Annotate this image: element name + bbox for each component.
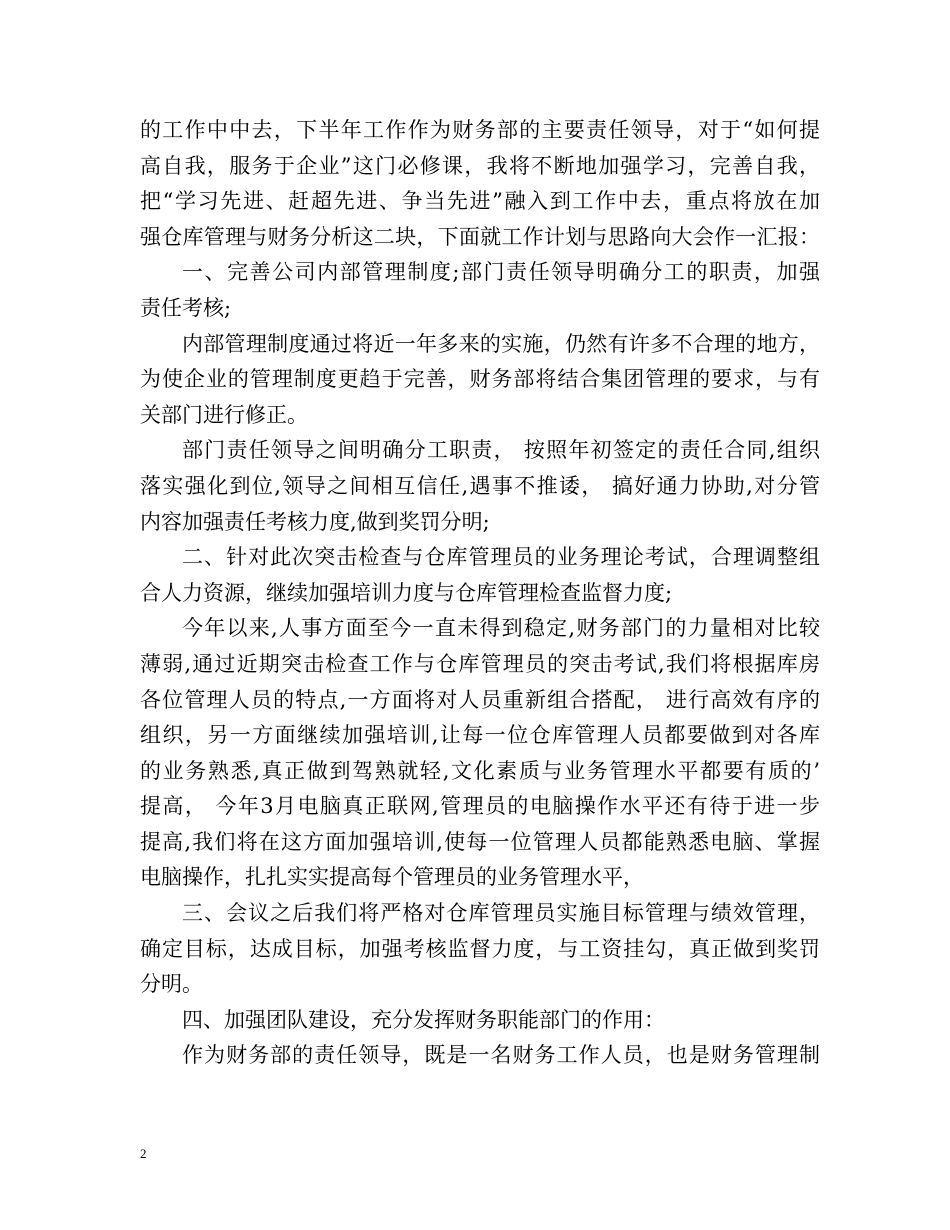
text-line: 二、针对此次突击检查与仓库管理员的业务理论考试，合理调整组: [182, 545, 820, 570]
text-line: 关部门进行修正。: [140, 402, 308, 427]
text-line: 电脑操作，扎扎实实提高每个管理员的业务管理水平，: [140, 865, 644, 890]
document-body: [140, 113, 820, 1074]
text-line: 高自我，服务于企业”这门必修课，我将不断地加强学习，完善自我，: [140, 153, 820, 178]
text-line: 分明。: [140, 972, 203, 997]
text-line: 为使企业的管理制度更趋于完善，财务部将结合集团管理的要求，与有: [140, 367, 820, 392]
text-line: 组织，另一方面继续加强培训,让每一位仓库管理人员都要做到对各库: [140, 723, 820, 748]
text-line: 部门责任领导之间明确分工职责， 按照年初签定的责任合同,组织: [182, 438, 820, 463]
text-line: 合人力资源，继续加强培训力度与仓库管理检查监督力度;: [140, 580, 673, 605]
text-line: 强仓库管理与财务分析这二块，下面就工作计划与思路向大会作一汇报：: [140, 224, 820, 249]
text-line: 作为财务部的责任领导，既是一名财务工作人员，也是财务管理制: [182, 1043, 820, 1068]
text-line: 一、完善公司内部管理制度;部门责任领导明确分工的职责，加强: [182, 260, 820, 285]
text-line: 确定目标，达成目标，加强考核监督力度，与工资挂勾，真正做到奖罚: [140, 936, 820, 961]
text-line: 落实强化到位,领导之间相互信任,遇事不推诿， 搞好通力协助,对分管: [140, 473, 820, 498]
text-line: 提高， 今年3月电脑真正联网,管理员的电脑操作水平还有待于进一步: [140, 794, 820, 819]
text-line: 内部管理制度通过将近一年多来的实施，仍然有许多不合理的地方，: [182, 331, 820, 356]
text-line: 三、会议之后我们将严格对仓库管理员实施目标管理与绩效管理，: [182, 901, 820, 926]
text-line: 的工作中中去，下半年工作作为财务部的主要责任领导，对于“如何提: [140, 118, 820, 142]
text-line: 的业务熟悉,真正做到驾熟就轻,文化素质与业务管理水平都要有质的’: [140, 758, 820, 783]
text-line: 内容加强责任考核力度,做到奖罚分明;: [140, 509, 490, 534]
text-line: 薄弱,通过近期突击检查工作与仓库管理员的突击考试,我们将根据库房: [140, 651, 820, 676]
text-line: 把“学习先进、赶超先进、争当先进”融入到工作中去，重点将放在加: [140, 189, 820, 214]
text-line: 责任考核;: [140, 295, 232, 320]
text-line: 各位管理人员的特点,一方面将对人员重新组合搭配， 进行高效有序的: [140, 687, 820, 712]
page-number: 2: [140, 1146, 147, 1161]
text-line: 四、加强团队建设，充分发挥财务职能部门的作用：: [182, 1007, 665, 1032]
text-line: 今年以来,人事方面至今一直未得到稳定,财务部门的力量相对比较: [182, 616, 820, 641]
text-line: 提高,我们将在这方面加强培训,使每一位管理人员都能熟悉电脑、掌握: [140, 829, 820, 854]
